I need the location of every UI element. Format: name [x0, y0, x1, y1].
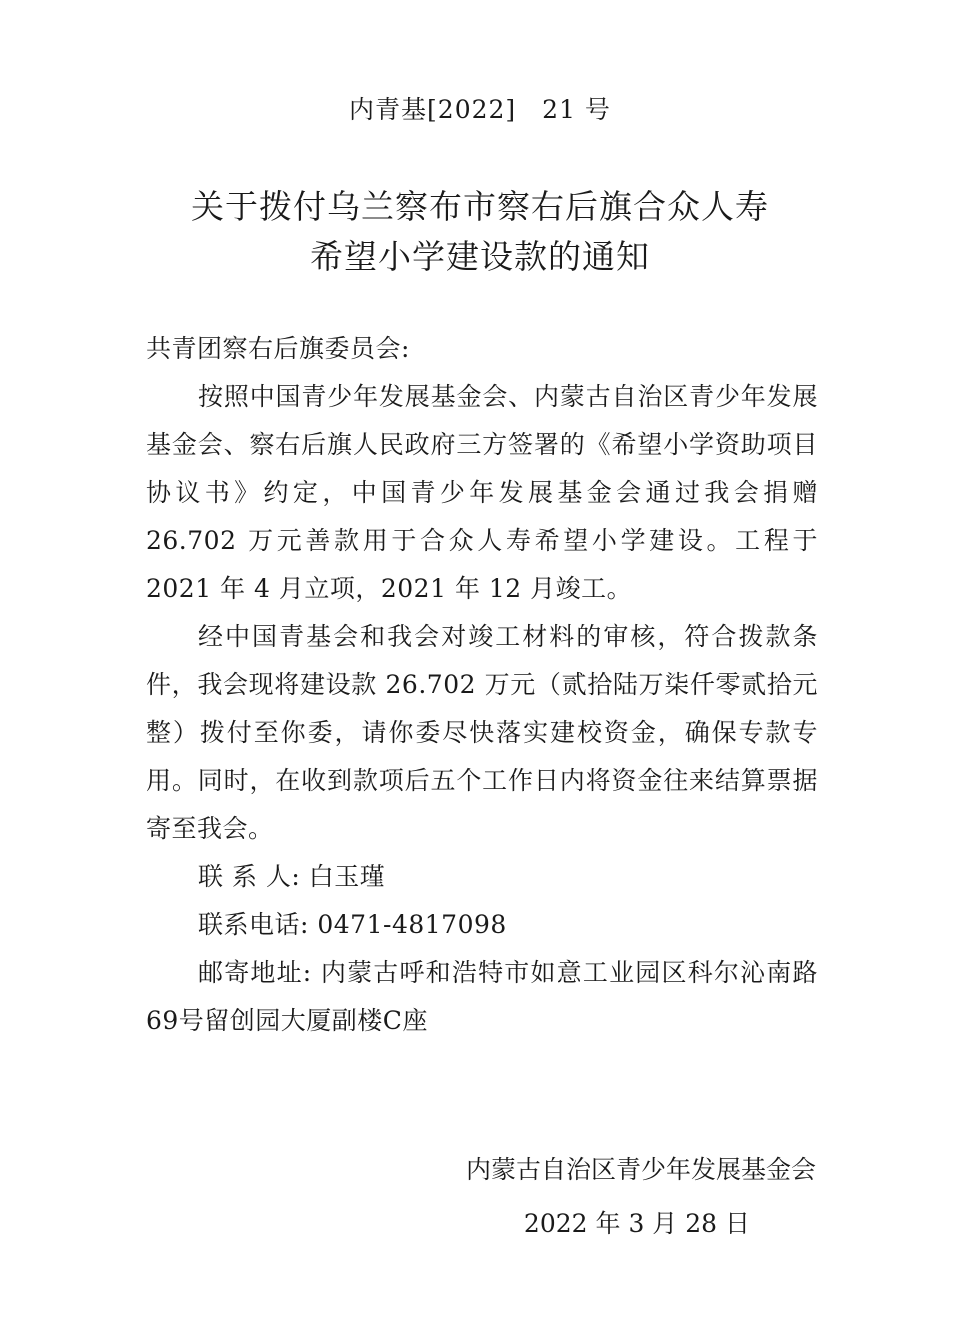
recipient: 共青团察右后旗委员会:	[146, 334, 410, 363]
contact-person: 联 系 人: 白玉瑾	[198, 862, 386, 891]
title-line-1: 关于拨付乌兰察布市察右后旗合众人寿	[191, 187, 769, 226]
document-title	[0, 182, 960, 282]
paragraph-2: 经中国青基会和我会对竣工材料的审核，符合拨款条件，我会现将建设款 26.702 万元（贰拾陆万柒仟零贰拾元整）拨付至你委，请你委尽快落实建校资金，确保专款专用。同时，在收到款项后五个工作日内将资金往来结算票据寄至我会。	[146, 622, 818, 843]
title-line-2: 希望小学建设款的通知	[310, 237, 650, 276]
document-body	[146, 325, 818, 1045]
paragraph-1: 按照中国青少年发展基金会、内蒙古自治区青少年发展基金会、察右后旗人民政府三方签署的《希望小学资助项目协议书》约定，中国青少年发展基金会通过我会捐赠 26.702 万元善款用于合众人寿希望小学建设。工程于 2021 年 4 月立项，2021 年 12 月竣工。	[146, 382, 818, 603]
document-number: 内青基[2022] 21 号	[349, 95, 611, 124]
contact-address: 邮寄地址: 内蒙古呼和浩特市如意工业园区科尔沁南路69号留创园大厦副楼C座	[146, 958, 818, 1035]
contact-phone: 联系电话: 0471-4817098	[198, 910, 507, 939]
issuing-organization: 内蒙古自治区青少年发展基金会	[465, 1155, 816, 1184]
issue-date: 2022 年 3 月 28 日	[523, 1209, 750, 1238]
